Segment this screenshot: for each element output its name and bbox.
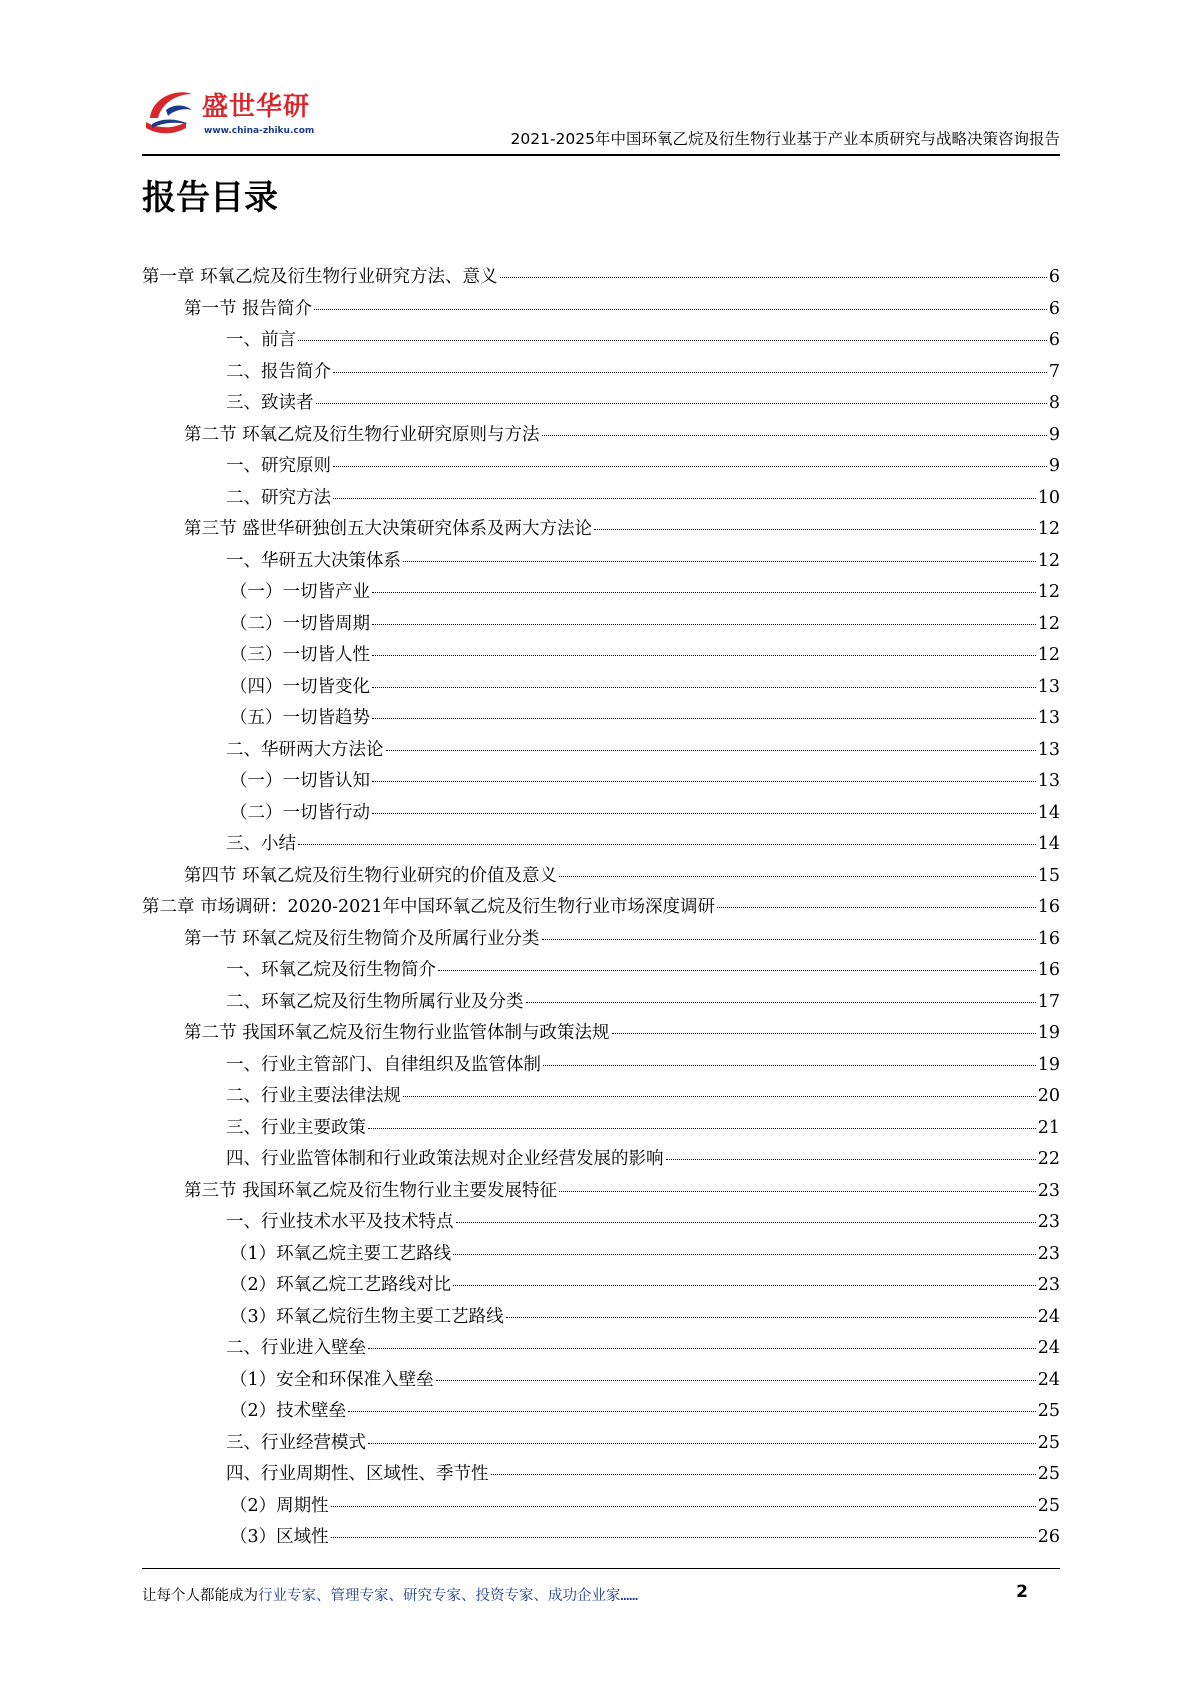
toc-entry-title: 第三节 盛世华研独创五大决策研究体系及两大方法论 (184, 519, 593, 539)
toc-entry-page: 24 (1037, 1338, 1060, 1358)
toc-entry-title: 二、行业进入壁垒 (226, 1338, 366, 1358)
toc-entry-page: 23 (1037, 1180, 1060, 1201)
toc-entry[interactable] (142, 610, 1060, 642)
toc-entry-page: 20 (1037, 1086, 1060, 1106)
toc-entry[interactable] (142, 1019, 1060, 1051)
toc-entry[interactable] (142, 1303, 1060, 1335)
toc-entry[interactable] (142, 1271, 1060, 1303)
toc-entry-title: 第二节 环氧乙烷及衍生物行业研究原则与方法 (184, 424, 540, 445)
toc-leader-dots (348, 1411, 1036, 1412)
toc-entry[interactable] (142, 295, 1060, 327)
logo-name: 盛世华研 (202, 92, 311, 122)
toc-entry-page: 13 (1037, 771, 1060, 791)
toc-entry[interactable] (142, 641, 1060, 673)
toc-entry[interactable] (142, 1177, 1060, 1209)
toc-entry[interactable] (142, 1366, 1060, 1398)
toc-entry-title: 第一节 报告简介 (184, 298, 313, 319)
toc-entry-title: （五）一切皆趋势 (230, 708, 370, 728)
toc-entry-title: 一、环氧乙烷及衍生物简介 (226, 960, 436, 980)
footer-divider (142, 1568, 1060, 1569)
toc-entry[interactable] (142, 1334, 1060, 1366)
toc-leader-dots (491, 1474, 1036, 1475)
toc-entry-page: 19 (1037, 1023, 1060, 1043)
toc-entry[interactable] (142, 956, 1060, 988)
toc-entry-title: 第二节 我国环氧乙烷及衍生物行业监管体制与政策法规 (184, 1023, 610, 1043)
page-footer (142, 1584, 1060, 1610)
toc-entry-page: 6 (1048, 330, 1060, 350)
toc-entry-page: 23 (1037, 1243, 1060, 1264)
toc-entry-title: 二、研究方法 (226, 487, 331, 508)
toc-entry[interactable] (142, 515, 1060, 547)
toc-leader-dots (368, 1128, 1036, 1129)
toc-leader-dots (453, 1285, 1036, 1286)
toc-entry-page: 21 (1037, 1117, 1060, 1138)
toc-leader-dots (403, 561, 1036, 562)
toc-entry-title: 第四节 环氧乙烷及衍生物行业研究的价值及意义 (184, 865, 558, 886)
toc-leader-dots (372, 781, 1036, 782)
page-title: 报告目录 (142, 178, 278, 218)
toc-leader-dots (438, 970, 1036, 971)
toc-leader-dots (372, 592, 1036, 593)
toc-entry[interactable] (142, 767, 1060, 799)
toc-leader-dots (506, 1317, 1036, 1318)
toc-entry-title: 二、行业主要法律法规 (226, 1086, 401, 1106)
toc-entry-title: （1）安全和环保准入壁垒 (230, 1369, 434, 1390)
header-divider (142, 154, 1060, 156)
toc-leader-dots (372, 718, 1036, 719)
toc-entry[interactable] (142, 1523, 1060, 1555)
toc-entry-page: 16 (1037, 960, 1060, 980)
toc-entry[interactable] (142, 673, 1060, 705)
toc-leader-dots (386, 750, 1036, 751)
page-number: 2 (1016, 1582, 1028, 1602)
toc-entry[interactable] (142, 484, 1060, 516)
toc-leader-dots (403, 1096, 1036, 1097)
toc-leader-dots (368, 1348, 1036, 1349)
toc-entry-title: 三、致读者 (226, 393, 314, 413)
toc-entry[interactable] (142, 452, 1060, 484)
report-title: 2021-2025年中国环氧乙烷及衍生物行业基于产业本质研究与战略决策咨询报告 (510, 130, 1060, 148)
toc-leader-dots (526, 1002, 1036, 1003)
toc-leader-dots (436, 1380, 1036, 1381)
toc-entry-title: （四）一切皆变化 (230, 676, 370, 697)
toc-entry[interactable] (142, 1460, 1060, 1492)
toc-entry-page: 17 (1037, 991, 1060, 1012)
toc-entry-title: 一、华研五大决策体系 (226, 550, 401, 571)
toc-leader-dots (372, 813, 1036, 814)
toc-entry-title: 一、研究原则 (226, 456, 331, 476)
toc-entry-page: 12 (1037, 613, 1060, 634)
toc-entry-page: 25 (1037, 1495, 1060, 1516)
toc-leader-dots (559, 1191, 1036, 1192)
toc-entry-title: 二、环氧乙烷及衍生物所属行业及分类 (226, 991, 524, 1012)
toc-entry-title: 一、前言 (226, 330, 296, 350)
toc-entry-page: 23 (1037, 1212, 1060, 1232)
toc-leader-dots (542, 435, 1047, 436)
toc-leader-dots (314, 309, 1047, 310)
toc-entry-title: （2）环氧乙烷工艺路线对比 (230, 1275, 452, 1295)
toc-entry-page: 26 (1037, 1527, 1060, 1547)
toc-entry-page: 19 (1037, 1054, 1060, 1075)
toc-entry-title: 三、小结 (226, 834, 296, 854)
toc-entry[interactable] (142, 736, 1060, 768)
toc-entry[interactable] (142, 389, 1060, 421)
footer-slogan-prefix: 让每个人都能成为 (142, 1588, 258, 1604)
toc-leader-dots (543, 1065, 1036, 1066)
toc-leader-dots (372, 624, 1036, 625)
toc-leader-dots (594, 529, 1036, 530)
page-header (142, 80, 1060, 152)
toc-entry[interactable] (142, 263, 1060, 295)
toc-entry[interactable] (142, 1397, 1060, 1429)
toc-leader-dots (316, 403, 1047, 404)
table-of-contents (142, 263, 1060, 1555)
toc-entry-title: （3）区域性 (230, 1527, 329, 1547)
toc-entry-page: 16 (1037, 897, 1060, 917)
toc-entry-page: 15 (1037, 865, 1060, 886)
toc-entry-page: 25 (1037, 1432, 1060, 1453)
toc-leader-dots (368, 1443, 1036, 1444)
toc-entry[interactable] (142, 1208, 1060, 1240)
toc-leader-dots (500, 277, 1047, 278)
footer-slogan-highlight: 行业专家、管理专家、研究专家、投资专家、成功企业家…… (258, 1588, 638, 1604)
toc-entry-title: 四、行业监管体制和行业政策法规对企业经营发展的影响 (226, 1149, 664, 1169)
toc-leader-dots (717, 907, 1036, 908)
toc-entry[interactable] (142, 1145, 1060, 1177)
toc-entry-title: 三、行业主要政策 (226, 1117, 366, 1138)
toc-entry-title: 二、报告简介 (226, 361, 331, 382)
toc-entry[interactable] (142, 1114, 1060, 1146)
logo-url: www.china-zhiku.com (204, 126, 315, 136)
toc-entry-title: （二）一切皆周期 (230, 613, 370, 634)
toc-entry-page: 24 (1037, 1369, 1060, 1390)
toc-entry-title: （二）一切皆行动 (230, 802, 370, 823)
toc-entry-title: （三）一切皆人性 (230, 645, 370, 665)
toc-entry-title: 第一章 环氧乙烷及衍生物行业研究方法、意义 (142, 267, 498, 287)
toc-leader-dots (372, 655, 1036, 656)
toc-entry-title: 三、行业经营模式 (226, 1432, 366, 1453)
toc-entry[interactable] (142, 925, 1060, 957)
toc-entry-title: 二、华研两大方法论 (226, 739, 384, 760)
toc-entry-page: 13 (1037, 676, 1060, 697)
toc-entry[interactable] (142, 1240, 1060, 1272)
logo-mark-icon (142, 84, 198, 140)
toc-entry-page: 8 (1048, 393, 1060, 413)
toc-entry-page: 13 (1037, 708, 1060, 728)
toc-entry[interactable] (142, 1082, 1060, 1114)
toc-entry-page: 23 (1037, 1275, 1060, 1295)
toc-entry-title: 四、行业周期性、区域性、季节性 (226, 1464, 489, 1484)
toc-entry-page: 7 (1048, 361, 1060, 382)
toc-entry-page: 14 (1037, 834, 1060, 854)
toc-entry[interactable] (142, 1492, 1060, 1524)
toc-leader-dots (612, 1033, 1036, 1034)
toc-entry-page: 9 (1048, 456, 1060, 476)
toc-entry[interactable] (142, 326, 1060, 358)
company-logo (142, 80, 317, 144)
toc-entry[interactable] (142, 862, 1060, 894)
toc-leader-dots (542, 939, 1036, 940)
toc-entry-title: （一）一切皆认知 (230, 771, 370, 791)
toc-entry[interactable] (142, 358, 1060, 390)
toc-entry-title: 一、行业主管部门、自律组织及监管体制 (226, 1054, 541, 1075)
toc-entry[interactable] (142, 988, 1060, 1020)
toc-entry[interactable] (142, 1429, 1060, 1461)
toc-leader-dots (372, 687, 1036, 688)
toc-entry-title: 第一节 环氧乙烷及衍生物简介及所属行业分类 (184, 928, 540, 949)
toc-entry[interactable] (142, 704, 1060, 736)
toc-entry-page: 16 (1037, 928, 1060, 949)
toc-entry-title: （2）技术壁垒 (230, 1401, 347, 1421)
toc-leader-dots (453, 1254, 1036, 1255)
toc-leader-dots (331, 1506, 1036, 1507)
toc-leader-dots (298, 340, 1047, 341)
toc-entry-page: 13 (1037, 739, 1060, 760)
toc-leader-dots (333, 372, 1047, 373)
toc-entry-page: 14 (1037, 802, 1060, 823)
toc-entry-title: 第三节 我国环氧乙烷及衍生物行业主要发展特征 (184, 1180, 558, 1201)
toc-entry-page: 22 (1037, 1149, 1060, 1169)
toc-entry-page: 12 (1037, 582, 1060, 602)
toc-entry[interactable] (142, 1051, 1060, 1083)
toc-leader-dots (333, 498, 1036, 499)
toc-entry[interactable] (142, 799, 1060, 831)
toc-leader-dots (559, 876, 1036, 877)
toc-entry-page: 12 (1037, 645, 1060, 665)
toc-entry-page: 12 (1037, 550, 1060, 571)
toc-entry-title: 一、行业技术水平及技术特点 (226, 1212, 454, 1232)
toc-entry-title: （1）环氧乙烷主要工艺路线 (230, 1243, 452, 1264)
toc-leader-dots (331, 1537, 1036, 1538)
toc-entry-page: 10 (1037, 487, 1060, 508)
toc-entry-page: 12 (1037, 519, 1060, 539)
toc-entry-title: （3）环氧乙烷衍生物主要工艺路线 (230, 1306, 504, 1327)
toc-leader-dots (456, 1222, 1036, 1223)
toc-entry-page: 9 (1048, 424, 1060, 445)
toc-entry-page: 25 (1037, 1401, 1060, 1421)
toc-entry[interactable] (142, 421, 1060, 453)
toc-entry[interactable] (142, 547, 1060, 579)
toc-entry-page: 6 (1048, 267, 1060, 287)
toc-entry-title: （一）一切皆产业 (230, 582, 370, 602)
toc-entry-title: 第二章 市场调研：2020-2021年中国环氧乙烷及衍生物行业市场深度调研 (142, 897, 716, 917)
toc-leader-dots (298, 844, 1036, 845)
toc-entry[interactable] (142, 893, 1060, 925)
toc-entry-page: 24 (1037, 1306, 1060, 1327)
toc-leader-dots (666, 1159, 1036, 1160)
toc-entry-page: 25 (1037, 1464, 1060, 1484)
toc-entry[interactable] (142, 578, 1060, 610)
toc-leader-dots (333, 466, 1047, 467)
toc-entry[interactable] (142, 830, 1060, 862)
toc-entry-title: （2）周期性 (230, 1495, 329, 1516)
toc-entry-page: 6 (1048, 298, 1060, 319)
